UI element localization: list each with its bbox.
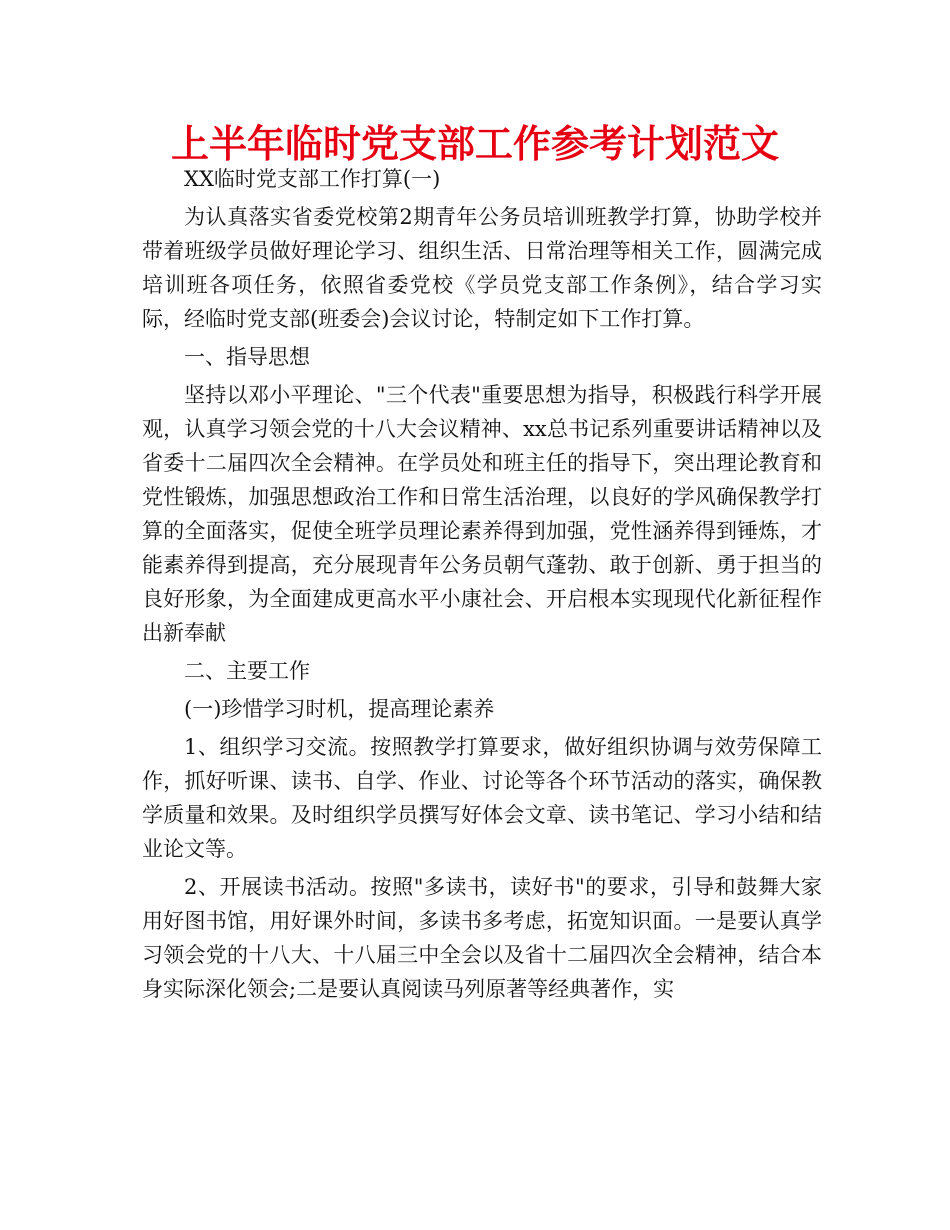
paragraph-item-1: 1、组织学习交流。按照教学打算要求，做好组织协调与效劳保障工作，抓好听课、读书、自学、作业、讨论等各个环节活动的落实，确保教学质量和效果。及时组织学员撰写好体会文章、读书笔记、学习小结和结业论文等。 xyxy=(142,735,822,861)
document-body xyxy=(142,162,822,1006)
paragraph-intro: 为认真落实省委党校第2期青年公务员培训班教学打算，协助学校并带着班级学员做好理论学习、组织生活、日常治理等相关工作，圆满完成培训班各项任务，依照省委党校《学员党支部工作条例》，结合学习实际，经临时党支部(班委会)会议讨论，特制定如下工作打算。 xyxy=(142,205,822,331)
heading-main-work: 二、主要工作 xyxy=(184,659,310,683)
subheading-study: (一)珍惜学习时机，提高理论素养 xyxy=(184,697,495,721)
paragraph-item-2: 2、开展读书活动。按照"多读书，读好书"的要求，引导和鼓舞大家用好图书馆，用好课外时间，多读书多考虑，拓宽知识面。一是要认真学习领会党的十八大、十八届三中全会以及省十二届四次全会精神，结合本身实际深化领会;二是要认真阅读马列原著等经典著作，实 xyxy=(142,875,822,1001)
document-title: 上半年临时党支部工作参考计划范文 xyxy=(170,122,779,166)
section-subtitle: XX临时党支部工作打算(一) xyxy=(184,167,441,191)
heading-guiding-thought: 一、指导思想 xyxy=(184,345,310,369)
paragraph-guiding-thought: 坚持以邓小平理论、"三个代表"重要思想为指导，积极践行科学开展观，认真学习领会党的十八大会议精神、xx总书记系列重要讲话精神以及省委十二届四次全会精神。在学员处和班主任的指导下，突出理论教育和党性锻炼，加强思想政治工作和日常生活治理，以良好的学风确保教学打算的全面落实，促使全班学员理论素养得到加强，党性涵养得到锤炼，才能素养得到提高，充分展现青年公务员朝气蓬勃、敢于创新、勇于担当的良好形象，为全面建成更高水平小康社会、开启根本实现现代化新征程作出新奉献 xyxy=(142,383,822,645)
